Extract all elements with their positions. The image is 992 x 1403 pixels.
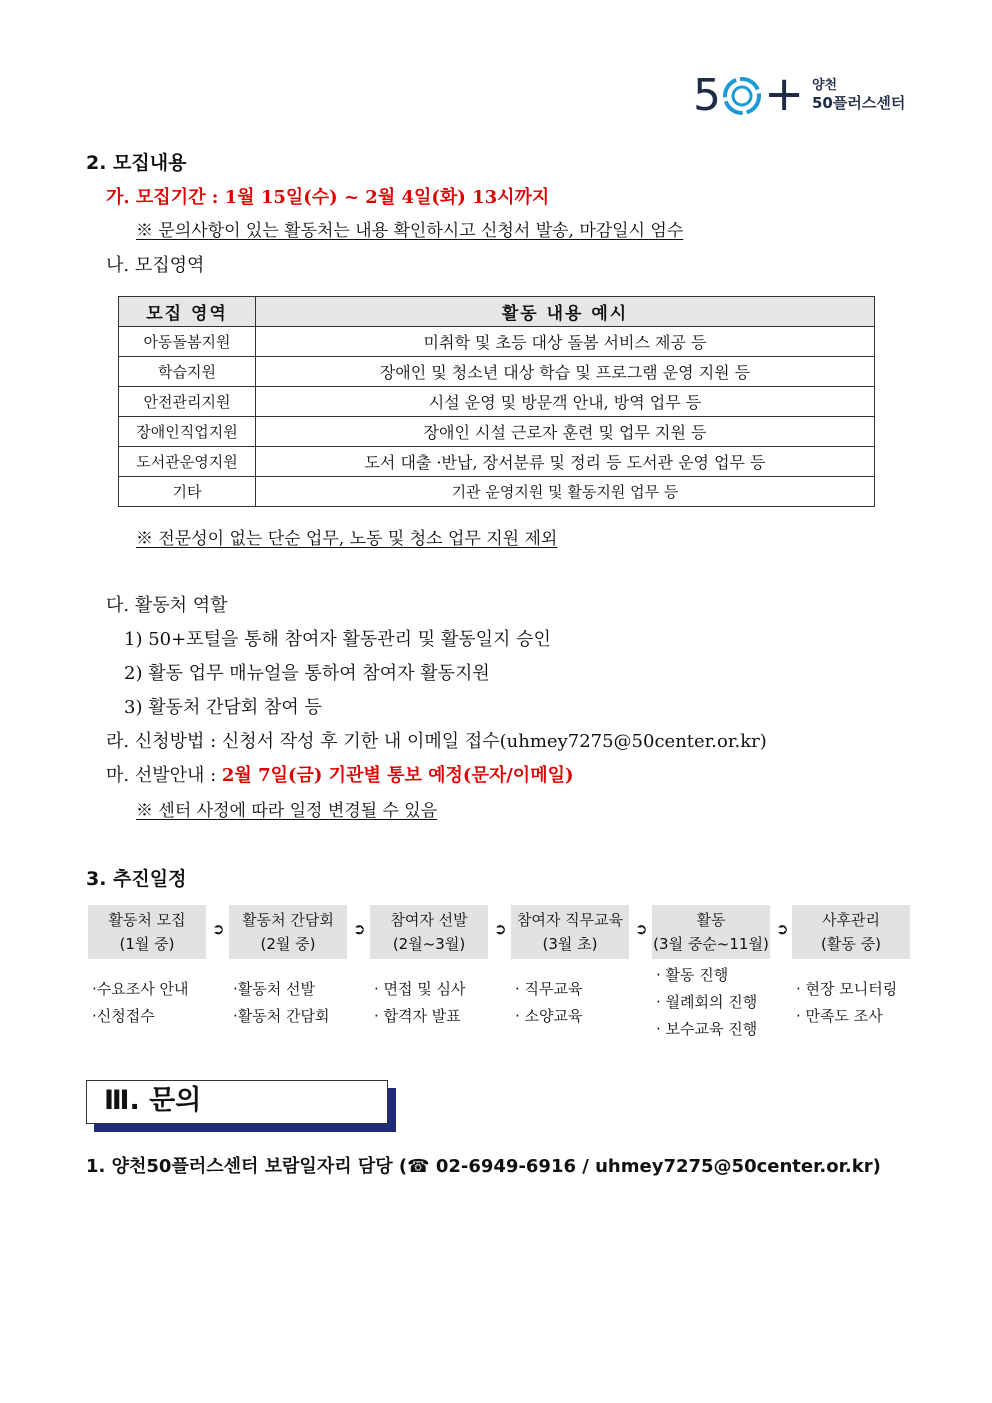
- schedule-step: [229, 905, 347, 959]
- step-detail-item: · 소양교육: [515, 1007, 583, 1025]
- table-row: [119, 327, 875, 357]
- table-cell-area: 아동돌봄지원: [119, 327, 256, 357]
- table-cell-activity: 도서 대출 ·반납, 장서분류 및 정리 등 도서관 운영 업무 등: [256, 447, 875, 477]
- step-details: [515, 976, 583, 1030]
- logo-text-line2: 50플러스센터: [812, 94, 906, 112]
- step-period: (활동 중): [821, 935, 881, 953]
- step-period: (2월~3월): [392, 935, 466, 953]
- step-period: (3월 중순~11월): [653, 935, 769, 953]
- logo-text-line1: 양천: [812, 78, 838, 93]
- step-detail-item: · 만족도 조사: [796, 1007, 883, 1025]
- step-detail-item: · 면접 및 심사: [374, 980, 466, 998]
- step-details: [374, 976, 466, 1030]
- schedule-step: [511, 905, 629, 959]
- table-cell-activity: 기관 운영지원 및 활동지원 업무 등: [256, 477, 875, 507]
- arrow-icon: ➲: [635, 920, 648, 938]
- contact-info: 1. 양천50플러스센터 보람일자리 담당 (☎ 02-6949-6916 / uhmey7275@50center.or.kr): [86, 1156, 881, 1177]
- step-details: [796, 976, 897, 1030]
- step-details: [233, 976, 329, 1030]
- table-cell-area: 안전관리지원: [119, 387, 256, 417]
- arrow-icon: ➲: [353, 920, 366, 938]
- logo-ring-icon: [722, 76, 762, 116]
- section-heading-recruitment: 2. 모집내용: [86, 152, 187, 174]
- apply-method: 라. 신청방법 : 신청서 작성 후 기한 내 이메일 접수(uhmey7275@50center.or.kr): [106, 731, 767, 752]
- recruit-area-heading: 나. 모집영역: [106, 255, 205, 276]
- recruit-period-note: ※ 문의사항이 있는 활동처는 내용 확인하시고 신청서 발송, 마감일시 엄수: [136, 221, 684, 241]
- logo-plus: +: [764, 66, 805, 122]
- table-cell-activity: 미취학 및 초등 대상 돌봄 서비스 제공 등: [256, 327, 875, 357]
- section-heading-schedule: 3. 추진일정: [86, 868, 187, 890]
- step-detail-item: ·활동처 선발: [233, 980, 315, 998]
- schedule-step: [370, 905, 488, 959]
- table-row: [119, 357, 875, 387]
- step-title: 활동처 모집: [108, 911, 186, 929]
- arrow-icon: ➲: [494, 920, 507, 938]
- step-detail-item: · 합격자 발표: [374, 1007, 461, 1025]
- selection-note: ※ 센터 사정에 따라 일정 변경될 수 있음: [136, 801, 438, 821]
- selection-date: 2월 7일(금) 기관별 통보 예정(문자/이메일): [221, 765, 574, 786]
- table-header-area: 모집 영역: [119, 297, 256, 327]
- step-detail-item: · 활동 진행: [656, 966, 729, 984]
- arrow-icon: ➲: [212, 920, 225, 938]
- table-header-activity: 활동 내용 예시: [256, 297, 875, 327]
- center-logo: [690, 66, 910, 122]
- table-row: [119, 387, 875, 417]
- step-detail-item: ·신청접수: [92, 1007, 155, 1025]
- role-heading: 다. 활동처 역할: [106, 595, 228, 616]
- schedule-step: [88, 905, 206, 959]
- step-title: 참여자 직무교육: [516, 911, 624, 929]
- arrow-icon: ➲: [776, 920, 789, 938]
- table-row: [119, 447, 875, 477]
- role-item: 3) 활동처 간담회 참여 등: [124, 697, 322, 718]
- step-period: (2월 중): [260, 935, 316, 953]
- table-cell-activity: 시설 운영 및 방문객 안내, 방역 업무 등: [256, 387, 875, 417]
- table-note: ※ 전문성이 없는 단순 업무, 노동 및 청소 업무 지원 제외: [136, 529, 558, 549]
- schedule-step: [652, 905, 770, 959]
- step-period: (1월 중): [119, 935, 175, 953]
- logo-number: 5: [693, 70, 721, 121]
- step-title: 참여자 선발: [390, 911, 468, 929]
- table-cell-area: 학습지원: [119, 357, 256, 387]
- step-detail-item: · 보수교육 진행: [656, 1020, 758, 1038]
- section-title-inquiry: Ⅲ. 문의: [104, 1085, 202, 1116]
- table-cell-area: 장애인직업지원: [119, 417, 256, 447]
- step-detail-item: ·활동처 간담회: [233, 1007, 330, 1025]
- step-details: [656, 962, 757, 1043]
- table-header-row: [119, 297, 875, 327]
- step-title: 사후관리: [822, 911, 880, 929]
- table-row: [119, 417, 875, 447]
- step-details: [92, 976, 188, 1030]
- role-item: 1) 50+포털을 통해 참여자 활동관리 및 활동일지 승인: [124, 629, 551, 650]
- table-cell-activity: 장애인 및 청소년 대상 학습 및 프로그램 운영 지원 등: [256, 357, 875, 387]
- recruit-area-table: [118, 296, 875, 507]
- step-period: (3월 초): [542, 935, 598, 953]
- table-cell-area: 기타: [119, 477, 256, 507]
- table-cell-activity: 장애인 시설 근로자 훈련 및 업무 지원 등: [256, 417, 875, 447]
- step-title: 활동처 간담회: [242, 911, 334, 929]
- table-cell-area: 도서관운영지원: [119, 447, 256, 477]
- step-title: 활동: [696, 911, 726, 929]
- step-detail-item: · 직무교육: [515, 980, 583, 998]
- step-detail-item: ·수요조사 안내: [92, 980, 189, 998]
- schedule-step: [792, 905, 910, 959]
- step-detail-item: · 월례회의 진행: [656, 993, 758, 1011]
- recruit-period: 가. 모집기간 : 1월 15일(수) ~ 2월 4일(화) 13시까지: [106, 187, 550, 208]
- step-detail-item: · 현장 모니터링: [796, 980, 898, 998]
- role-item: 2) 활동 업무 매뉴얼을 통하여 참여자 활동지원: [124, 663, 490, 684]
- selection-notice: [106, 764, 573, 788]
- selection-label: 마. 선발안내 :: [106, 765, 222, 786]
- table-row: [119, 477, 875, 507]
